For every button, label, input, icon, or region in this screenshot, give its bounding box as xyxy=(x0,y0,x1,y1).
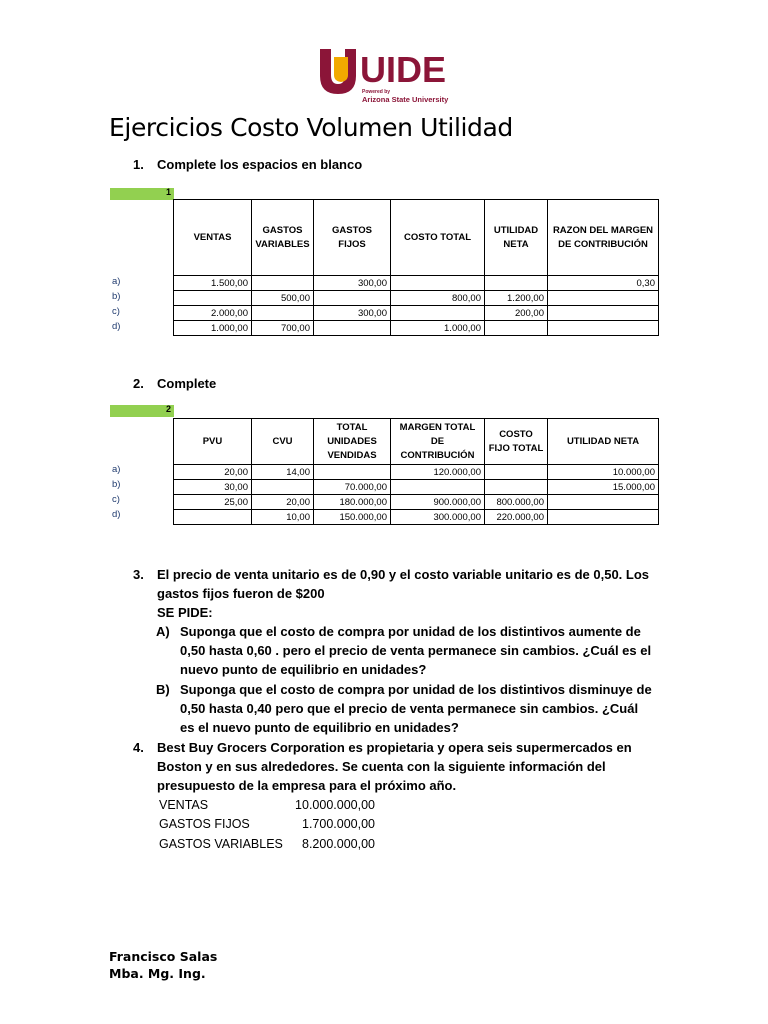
table-cell xyxy=(391,276,485,291)
q3-item-line: nuevo punto de equilibrio en unidades? xyxy=(180,662,427,677)
table-cell xyxy=(252,306,314,321)
row-label: d) xyxy=(112,321,121,332)
table-cell: 20,00 xyxy=(174,465,252,480)
table-row xyxy=(174,306,659,321)
q3-item-letter: A) xyxy=(156,624,170,639)
budget-row xyxy=(159,834,375,854)
column-header: COSTO FIJO TOTAL xyxy=(485,419,548,465)
budget-label: VENTAS xyxy=(159,797,209,812)
q4-line-2: Boston y en sus alrededores. Se cuenta con la siguiente información del xyxy=(157,759,606,774)
q3-item-text xyxy=(180,622,680,679)
column-header: VENTAS xyxy=(174,200,252,276)
table-cell: 70.000,00 xyxy=(314,480,391,495)
table-cell xyxy=(314,321,391,336)
table-cell xyxy=(548,291,659,306)
table-cell: 800,00 xyxy=(391,291,485,306)
row-label: a) xyxy=(112,464,121,475)
budget-row xyxy=(159,795,375,815)
budget-label: GASTOS FIJOS xyxy=(159,817,250,832)
table-cell: 150.000,00 xyxy=(314,510,391,525)
column-header: CVU xyxy=(252,419,314,465)
table-cell: 300,00 xyxy=(314,306,391,321)
logo-university: Arizona State University xyxy=(362,95,449,104)
table-row xyxy=(174,321,659,336)
row-label: b) xyxy=(112,479,121,490)
column-header: PVU xyxy=(174,419,252,465)
q3-statement xyxy=(157,565,677,622)
table-row xyxy=(174,510,659,525)
column-header: RAZON DEL MARGEN DE CONTRIBUCIÓN xyxy=(548,200,659,276)
q2-tag-bar xyxy=(110,405,174,417)
q2-table xyxy=(173,418,659,525)
table-cell xyxy=(174,510,252,525)
table-cell: 1.000,00 xyxy=(391,321,485,336)
q3-item-line: 0,50 hasta 0,40 pero que el precio de venta permanece sin cambios. ¿Cuál xyxy=(180,701,639,716)
table-cell: 10.000,00 xyxy=(548,465,659,480)
column-header: UTILIDAD NETA xyxy=(548,419,659,465)
table-cell: 800.000,00 xyxy=(485,495,548,510)
q1-table xyxy=(173,199,659,336)
table-cell xyxy=(548,321,659,336)
q2-tag: 2 xyxy=(165,404,171,414)
table-cell xyxy=(548,510,659,525)
table-cell xyxy=(174,291,252,306)
budget-value: 10.000.000,00 xyxy=(295,797,375,812)
column-header: TOTAL UNIDADES VENDIDAS xyxy=(314,419,391,465)
column-header: GASTOS FIJOS xyxy=(314,200,391,276)
table-row xyxy=(174,480,659,495)
table-cell: 300,00 xyxy=(314,276,391,291)
row-label: d) xyxy=(112,509,121,520)
q3-item-line: es el nuevo punto de equilibrio en unidades? xyxy=(180,720,459,735)
author-name: Francisco Salas xyxy=(109,949,218,964)
table-cell: 15.000,00 xyxy=(548,480,659,495)
table-cell: 300.000,00 xyxy=(391,510,485,525)
q3-item-line: Suponga que el costo de compra por unidad de los distintivos aumente de xyxy=(180,624,641,639)
table-cell xyxy=(485,480,548,495)
table-cell xyxy=(314,291,391,306)
column-header: COSTO TOTAL xyxy=(391,200,485,276)
q2-heading: Complete xyxy=(157,376,217,391)
table-cell xyxy=(485,321,548,336)
table-cell xyxy=(391,480,485,495)
budget-value: 1.700.000,00 xyxy=(302,817,375,832)
table-cell xyxy=(485,465,548,480)
q4-number: 4. xyxy=(133,740,144,755)
table-row xyxy=(174,291,659,306)
column-header: UTILIDAD NETA xyxy=(485,200,548,276)
q2-number: 2. xyxy=(133,376,144,391)
uide-shield-icon xyxy=(318,49,358,95)
table-cell: 1.000,00 xyxy=(174,321,252,336)
table-row xyxy=(174,276,659,291)
table-cell: 2.000,00 xyxy=(174,306,252,321)
q3-se-pide: SE PIDE: xyxy=(157,605,213,620)
table-cell: 25,00 xyxy=(174,495,252,510)
q4-statement xyxy=(157,738,677,795)
row-label: c) xyxy=(112,306,120,317)
table-cell xyxy=(391,306,485,321)
q3-item-letter: B) xyxy=(156,682,170,697)
budget-row xyxy=(159,815,375,835)
table-cell xyxy=(485,276,548,291)
table-cell: 0,30 xyxy=(548,276,659,291)
q3-number: 3. xyxy=(133,567,144,582)
q3-line-1: El precio de venta unitario es de 0,90 y el costo variable unitario es de 0,50. Los xyxy=(157,567,650,582)
table-cell: 10,00 xyxy=(252,510,314,525)
table-cell: 700,00 xyxy=(252,321,314,336)
uide-logo xyxy=(318,47,458,109)
table-cell xyxy=(252,480,314,495)
q3-item-line: Suponga que el costo de compra por unidad de los distintivos disminuye de xyxy=(180,682,652,697)
table-cell: 900.000,00 xyxy=(391,495,485,510)
q1-tag-bar xyxy=(110,188,174,200)
table-cell: 30,00 xyxy=(174,480,252,495)
table-cell: 500,00 xyxy=(252,291,314,306)
row-label: b) xyxy=(112,291,121,302)
budget-value: 8.200.000,00 xyxy=(302,836,375,851)
row-label: a) xyxy=(112,276,121,287)
q4-line-3: presupuesto de la empresa para el próximo año. xyxy=(157,778,457,793)
budget-table xyxy=(159,795,375,854)
row-label: c) xyxy=(112,494,120,505)
q1-heading: Complete los espacios en blanco xyxy=(157,157,363,172)
table-cell: 120.000,00 xyxy=(391,465,485,480)
table-cell xyxy=(314,465,391,480)
column-header: MARGEN TOTAL DE CONTRIBUCIÓN xyxy=(391,419,485,465)
table-cell: 14,00 xyxy=(252,465,314,480)
table-cell xyxy=(252,276,314,291)
table-cell xyxy=(548,306,659,321)
footer xyxy=(109,948,217,982)
table-cell: 1.200,00 xyxy=(485,291,548,306)
q1-number: 1. xyxy=(133,157,144,172)
q3-item-line: 0,50 hasta 0,60 . pero el precio de venta permanece sin cambios. ¿Cuál es el xyxy=(180,643,652,658)
table-cell: 180.000,00 xyxy=(314,495,391,510)
q3-item-text xyxy=(180,680,680,737)
table-cell: 220.000,00 xyxy=(485,510,548,525)
q1-tag: 1 xyxy=(165,187,171,197)
table-cell: 1.500,00 xyxy=(174,276,252,291)
logo-powered-by: Powered by xyxy=(362,89,391,95)
table-cell: 20,00 xyxy=(252,495,314,510)
table-cell xyxy=(548,495,659,510)
table-row xyxy=(174,495,659,510)
column-header: GASTOS VARIABLES xyxy=(252,200,314,276)
logo-wordmark: UIDE xyxy=(360,49,447,90)
budget-label: GASTOS VARIABLES xyxy=(159,836,283,851)
author-titles: Mba. Mg. Ing. xyxy=(109,966,206,981)
page-title: Ejercicios Costo Volumen Utilidad xyxy=(109,113,513,142)
q3-line-2: gastos fijos fueron de $200 xyxy=(157,586,325,601)
q4-line-1: Best Buy Grocers Corporation es propietaria y opera seis supermercados en xyxy=(157,740,632,755)
table-row xyxy=(174,465,659,480)
table-cell: 200,00 xyxy=(485,306,548,321)
